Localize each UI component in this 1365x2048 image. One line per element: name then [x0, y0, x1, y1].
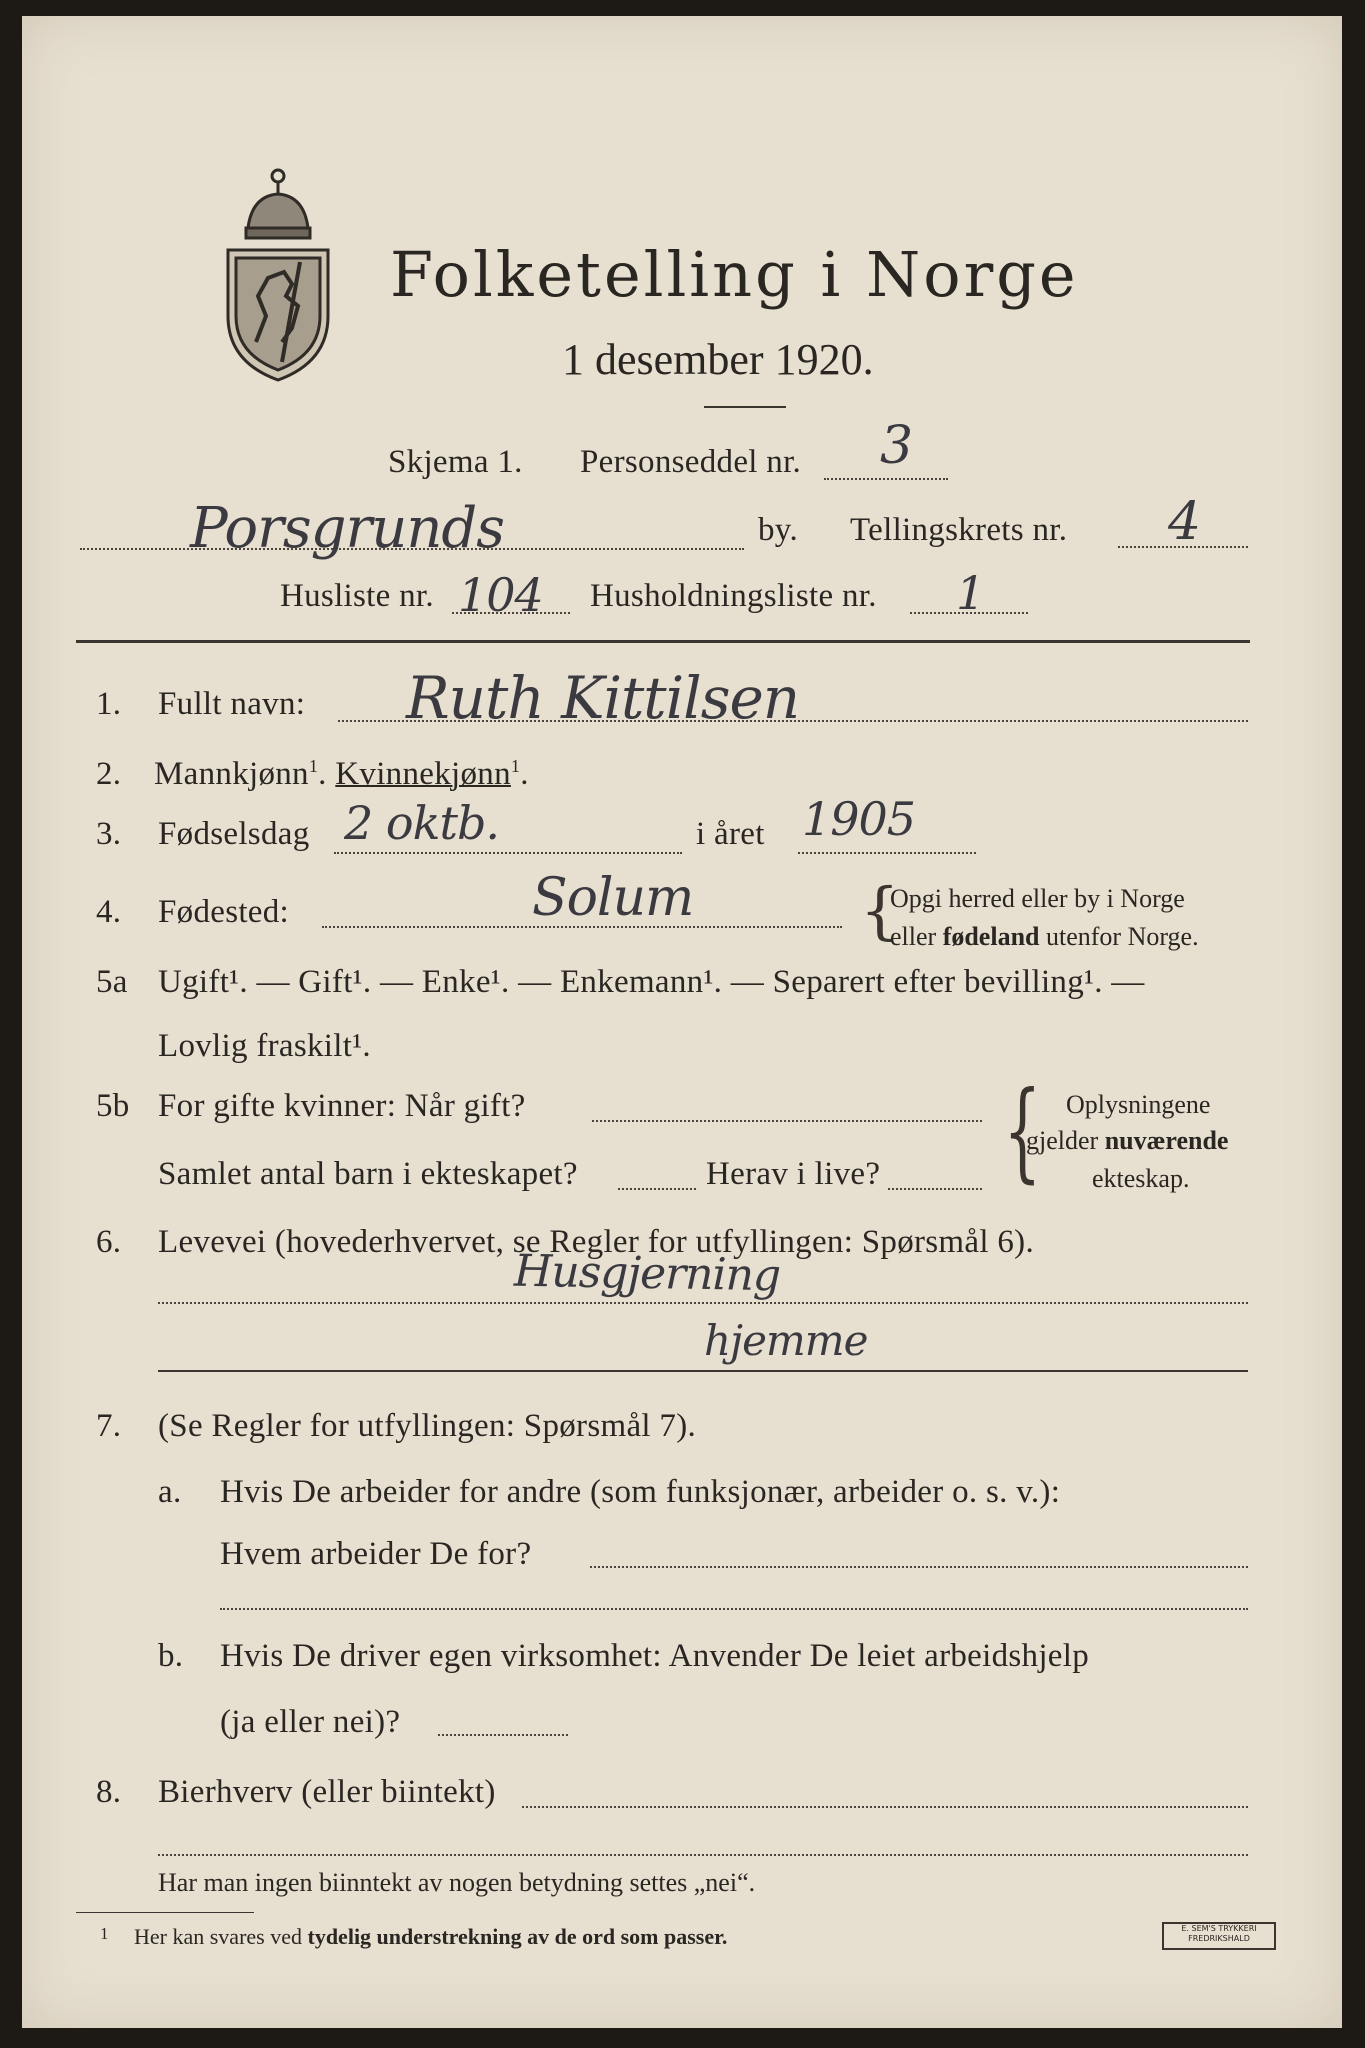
q7-label: (Se Regler for utfyllingen: Spørsmål 7). — [158, 1408, 697, 1444]
q1-number: 1. — [96, 686, 122, 722]
title-divider — [704, 406, 786, 408]
q6-number: 6. — [96, 1224, 122, 1260]
q7b-line1: Hvis De driver egen virksomhet: Anvender De leiet arbeidshjelp — [220, 1638, 1090, 1674]
q5b-note-line1: Oplysningene — [1066, 1090, 1211, 1119]
q8-answer-line[interactable] — [522, 1806, 1248, 1808]
birth-year-value[interactable]: 1905 — [802, 792, 916, 846]
form-title: Folketelling i Norge — [390, 238, 1079, 311]
city-value[interactable]: Porsgrunds — [190, 496, 504, 561]
q5b-label-married: For gifte kvinner: Når gift? — [158, 1088, 526, 1124]
q5b-note-line2: gjelder nuværende — [1026, 1126, 1229, 1155]
printer-stamp: E. SEM'S TRYKKERI FREDRIKSHALD — [1162, 1922, 1276, 1950]
q4-note-line2: eller fødeland utenfor Norge. — [890, 922, 1199, 951]
q5a-options-line2[interactable]: Lovlig fraskilt¹. — [158, 1028, 371, 1064]
q1-label: Fullt navn: — [158, 686, 306, 722]
q7b-answer-line[interactable] — [438, 1734, 568, 1736]
q5a-number: 5a — [96, 964, 128, 1000]
footer-note: Har man ingen biinntekt av nogen betydning settes „nei“. — [158, 1868, 756, 1897]
q5b-label-children: Samlet antal barn i ekteskapet? — [158, 1156, 578, 1192]
header-rule — [76, 640, 1250, 643]
q7-number: 7. — [96, 1408, 122, 1444]
q7b-number: b. — [158, 1638, 184, 1674]
occupation-value-2[interactable]: hjemme — [704, 1316, 868, 1365]
q7b-line2: (ja eller nei)? — [220, 1704, 401, 1740]
q2-number: 2. — [96, 756, 122, 792]
q4-note-line1: Opgi herred eller by i Norge — [890, 884, 1185, 913]
by-label: by. — [758, 512, 799, 548]
q5b-note-line3: ekteskap. — [1092, 1164, 1190, 1193]
q7a-answer-line[interactable] — [590, 1566, 1248, 1568]
q4-label: Fødested: — [158, 894, 290, 930]
footnote-number: 1 — [100, 1924, 109, 1943]
skjema-label: Skjema 1. — [388, 444, 523, 480]
q5b-number: 5b — [96, 1088, 130, 1124]
census-date: 1 desember 1920. — [562, 335, 874, 384]
option-kvinnekjonn[interactable]: Kvinnekjønn — [335, 756, 511, 792]
birthplace-value[interactable]: Solum — [532, 868, 694, 928]
census-form-page: Folketelling i Norge 1 desember 1920. Skjema 1. Personseddel nr. 3 Porsgrunds by. Tellingskrets nr. 4 Husliste nr. 104 Husholdningsliste nr. 1 1. Fullt navn: Ruth Kittilsen 2. Mannkjønn$^1$. Kvinnekjønn$^1$. 3. Fødselsdag 2 oktb. i året 1905 4. Fødested: Solum { Opgi herred eller by i Norge eller fødeland utenfor Norge. 5a Ugift¹. — Gift¹. — Enke¹. — Enkemann¹. — Separert efter bevilling¹. — Lovlig fraskilt¹. 5b For gifte kvinner: Når gift? Samlet antal barn i ekteskapet? Herav i live? { Oplysningene gjelder nuværende ekteskap. 6. Levevei (hovederhvervet, se Regler for utfyllingen: Spørsmål 6). Husgjerning hjemme 7. (Se Regler for utfyllingen: Spørsmål 7). a. Hvis De arbeider for andre (som funksjonær, arbeider o. s. v.): Hvem arbeider De for? b. Hvis De driver egen virksomhet: Anvender De leiet arbeidshjelp (ja eller nei)? 8. Bierhverv (eller biintekt) Har man ingen biinntekt av nogen betydning settes „nei“. 1 Her kan svares ved tydelig understrekning av de ord som passer. E. SEM'S TRYKKERI FREDRIKSHALD — [22, 16, 1342, 2028]
q5b-label-alive: Herav i live? — [706, 1156, 881, 1192]
q5a-options-line1[interactable]: Ugift¹. — Gift¹. — Enke¹. — Enkemann¹. — Separert efter bevilling¹. — — [158, 964, 1145, 1000]
q3-number: 3. — [96, 816, 122, 852]
full-name-value[interactable]: Ruth Kittilsen — [406, 664, 800, 732]
footnote-text: Her kan svares ved tydelig understrekning av de ord som passer. — [134, 1924, 728, 1949]
q2-options: Mannkjønn$^1$. Kvinnekjønn$^1$. — [154, 756, 529, 792]
q8-number: 8. — [96, 1774, 122, 1810]
husholdningsliste-value[interactable]: 1 — [956, 566, 985, 620]
birthday-value[interactable]: 2 oktb. — [344, 796, 500, 850]
q4-number: 4. — [96, 894, 122, 930]
q8-label: Bierhverv (eller biintekt) — [158, 1774, 496, 1810]
q3-label: Fødselsdag — [158, 816, 310, 852]
q6-label: Levevei (hovederhvervet, se Regler for utfyllingen: Spørsmål 6). — [158, 1224, 1035, 1260]
husliste-label: Husliste nr. — [280, 578, 434, 614]
q7a-line2: Hvem arbeider De for? — [220, 1536, 532, 1572]
norwegian-coat-of-arms-icon — [222, 166, 334, 386]
tellingskrets-value[interactable]: 4 — [1168, 492, 1201, 552]
q7a-number: a. — [158, 1474, 182, 1510]
q3-year-label: i året — [696, 816, 765, 852]
personseddel-value[interactable]: 3 — [880, 416, 913, 476]
option-mannkjonn[interactable]: Mannkjønn — [154, 756, 309, 792]
occupation-value-1[interactable]: Husgjerning — [513, 1245, 781, 1302]
tellingskrets-label: Tellingskrets nr. — [850, 512, 1068, 548]
husliste-value[interactable]: 104 — [458, 568, 543, 622]
husholdningsliste-label: Husholdningsliste nr. — [590, 578, 877, 614]
personseddel-label: Personseddel nr. — [580, 444, 802, 480]
q7a-line1: Hvis De arbeider for andre (som funksjonær, arbeider o. s. v.): — [220, 1474, 1061, 1510]
